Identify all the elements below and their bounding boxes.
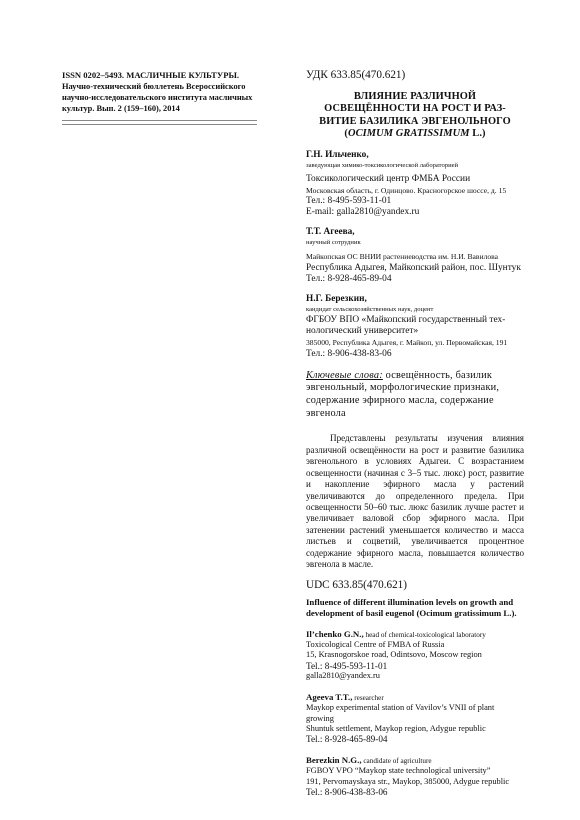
affiliation-en: Toxicological Centre of FMBA of Russia	[306, 640, 445, 650]
keywords-text: освещённость, базилик эвгенольный, морфологические признаки, содержание эфирного масла, содержание эвгенола	[306, 369, 500, 419]
author-affiliation	[306, 251, 524, 285]
journal-issn: ISSN 0202–5493. МАСЛИЧНЫЕ КУЛЬТУРЫ.	[62, 70, 240, 80]
title-line: ВЛИЯНИЕ РАЗЛИЧНОЙ	[353, 91, 477, 102]
author-role: кандидат сельскохозяйственных наук, доцент	[306, 306, 434, 314]
affiliation-en: Maykop experimental station of Vavilov’s VNII of plant growing	[306, 703, 495, 723]
phone-en: Tel.: 8-928-465-89-04	[306, 734, 388, 745]
email-en: galla2810@yandex.ru	[306, 671, 380, 681]
author-role-en: candidate of agriculture	[361, 756, 432, 765]
phone-en: Tel.: 8-495-593-11-01	[306, 660, 388, 671]
author-role-en: head of chemical-toxicological laboratory	[363, 630, 486, 639]
author-name: Г.Н. Ильченко,	[306, 149, 369, 160]
author-role: заведующая химико-токсикологической лабораторией	[306, 161, 459, 169]
header-divider	[62, 120, 257, 125]
author-name-en: Berezkin N.G.,	[306, 754, 362, 765]
latin-name: OCIMUM GRATISSIMUM	[347, 128, 470, 140]
article-title	[306, 91, 524, 141]
journal-line: культур. Вып. 2 (159–160), 2014	[62, 104, 180, 113]
author-name: Т.Т. Агеева,	[306, 227, 355, 238]
title-line: ВИТИЕ БАЗИЛИКА ЭВГЕНОЛЬНОГО	[319, 115, 511, 127]
abstract-text: Представлены результаты изучения влияния различной освещённости на рост и развитие базилика эвгенольного в условиях Адыгеи. С возрастанием освещенности (начиная с 3–5 тыс. люкс) рост, развитие и накопление эфирного масла у растений увеличиваются до определенного предела. При освещенности 50–60 тыс. люкс базилик лучше растет и увеличивает валовой сбор эфирного масла. При затенении растений уменьшается количество и масса листьев и соцветий, увеличивается процентное содержание эфирного масла, повышается количество эвгенола в масле.	[306, 433, 524, 570]
phone-en: Tel.: 8-906-438-83-06	[306, 786, 388, 797]
affiliation-address: 385000, Республика Адыгея, г. Майкоп, ул. Первомайская, 191	[306, 338, 508, 348]
address-en: Shuntuk settlement, Maykop region, Adygue republic	[306, 723, 486, 733]
author-affiliation	[306, 315, 524, 360]
author-line	[306, 692, 524, 703]
affiliation-en: FGBOY VPO “Maykop state technological university”	[306, 766, 491, 776]
journal-line: Научно-технический бюллетень Всероссийского	[62, 82, 246, 91]
title-line: (OCIMUM GRATISSIMUM L.)	[344, 128, 486, 140]
author-block-en	[306, 755, 524, 798]
author-name-en: Ageeva T.T.,	[306, 691, 353, 702]
udc-code-en: UDC 633.85(470.621)	[306, 578, 407, 591]
keywords	[306, 370, 524, 420]
author-affiliation	[306, 174, 524, 219]
udc-code: УДК 633.85(470.621)	[306, 69, 406, 81]
affiliation-org: Токсикологический центр ФМБА России	[306, 173, 471, 184]
journal-line: научно-исследовательского института масличных	[62, 93, 253, 102]
author-block-en	[306, 629, 524, 682]
affiliation-address: Московская область, г. Одинцово. Красногорское шоссе, д. 15	[306, 185, 507, 195]
article-column	[306, 68, 524, 797]
author-block	[306, 150, 524, 219]
journal-header	[62, 70, 262, 125]
affiliation-phone: Тел.: 8-906-438-83-06	[306, 348, 392, 359]
author-block	[306, 227, 524, 285]
author-role: научный сотрудник	[306, 239, 361, 247]
affiliation-org: Майкопская ОС ВНИИ растениеводства им. Н.И. Вавилова	[306, 252, 499, 262]
affiliation-org: нологический университет»	[306, 326, 419, 337]
affiliation-org: ФГБОУ ВПО «Майкопский государственный тех-	[306, 315, 506, 326]
affiliation-address: Республика Адыгея, Майкопский район, пос. Шунтук	[306, 262, 521, 273]
author-name-en: Il’chenko G.N.,	[306, 628, 364, 639]
author-block-en	[306, 692, 524, 745]
affiliation-phone: Тел.: 8-495-593-11-01	[306, 196, 392, 207]
author-line	[306, 629, 524, 640]
author-line	[306, 755, 524, 766]
journal-info	[62, 70, 262, 114]
affiliation-phone: Тел.: 8-928-465-89-04	[306, 273, 392, 284]
affiliation-email: E-mail: galla2810@yandex.ru	[306, 207, 420, 218]
author-block	[306, 294, 524, 360]
keywords-label: Ключевые слова:	[306, 369, 383, 381]
title-suffix: L.)	[469, 128, 486, 140]
address-en: 15, Krasnogorskoe road, Odintsovo, Moscow region	[306, 650, 482, 660]
title-line: ОСВЕЩЁННОСТИ НА РОСТ И РАЗ-	[324, 103, 506, 115]
author-role-en: researcher	[352, 693, 384, 702]
address-en: 191, Pervomayskaya str., Maykop, 385000, Adygue republic	[306, 776, 510, 786]
article-title-en: Influence of different illumination levels on growth and development of basil eugenol (Ocimum gratissimum L.).	[306, 596, 517, 618]
author-name: Н.Г. Березкин,	[306, 294, 367, 305]
